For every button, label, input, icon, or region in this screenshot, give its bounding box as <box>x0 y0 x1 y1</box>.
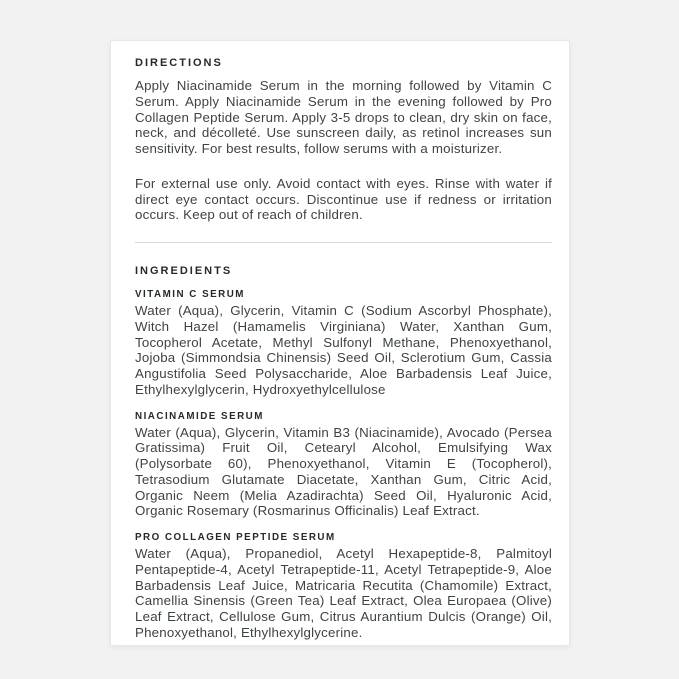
ingredient-group-title: PRO COLLAGEN PEPTIDE SERUM <box>135 532 336 543</box>
ingredient-group-title: VITAMIN C SERUM <box>135 289 245 300</box>
ingredient-group-niacinamide <box>135 411 552 520</box>
directions-section <box>135 57 552 223</box>
ingredient-group-vitamin-c <box>135 289 552 398</box>
directions-heading: DIRECTIONS <box>135 57 223 69</box>
ingredients-heading: INGREDIENTS <box>135 265 233 277</box>
ingredient-group-text: Water (Aqua), Glycerin, Vitamin B3 (Niacinamide), Avocado (Persea Gratissima) Fruit Oil, Cetearyl Alcohol, Emulsifying Wax (Polysorbate 60), Phenoxyethanol, Vitamin E (Tocopherol), Tetrasodium Glutamate Diacetate, Xanthan Gum, Citric Acid, Organic Neem (Melia Azadirachta) Seed Oil, Hyaluronic Acid, Organic Rosemary (Rosmarinus Officinalis) Leaf Extract. <box>135 424 552 519</box>
label-card <box>110 40 570 646</box>
section-divider <box>135 242 552 243</box>
ingredient-group-title: NIACINAMIDE SERUM <box>135 410 264 422</box>
directions-paragraph-warning: For external use only. Avoid contact with eyes. Rinse with water if direct eye contact occurs. Discontinue use if redness or irritation occurs. Keep out of reach of children. <box>135 175 552 223</box>
ingredient-group-pro-collagen <box>135 532 552 641</box>
directions-paragraph-usage: Apply Niacinamide Serum in the morning followed by Vitamin C Serum. Apply Niacinamide Serum in the evening followed by Pro Collagen Peptide Serum. Apply 3-5 drops to clean, dry skin on face, neck, and décolleté. Use sunscreen daily, as retinol increases sun sensitivity. For best results, follow serums with a moisturizer. <box>135 78 552 156</box>
ingredient-group-text: Water (Aqua), Propanediol, Acetyl Hexapeptide-8, Palmitoyl Pentapeptide-4, Acetyl Tetrapeptide-11, Acetyl Tetrapeptide-9, Aloe Barbadensis Leaf Juice, Matricaria Recutita (Chamomile) Extract, Camellia Sinensis (Green Tea) Leaf Extract, Olea Europaea (Olive) Leaf Extract, Cellulose Gum, Citrus Aurantium Dulcis (Orange) Oil, Phenoxyethanol, Ethylhexylglycerine. <box>135 546 552 640</box>
ingredients-section <box>135 265 552 641</box>
ingredient-group-text: Water (Aqua), Glycerin, Vitamin C (Sodium Ascorbyl Phosphate), Witch Hazel (Hamamelis Virginiana) Water, Xanthan Gum, Tocopherol Acetate, Methyl Sulfonyl Methane, Phenoxyethanol, Jojoba (Simmondsia Chinensis) Seed Oil, Sclerotium Gum, Cassia Angustifolia Seed Polysaccharide, Aloe Barbadensis Leaf Juice, Ethylhexylglycerin, Hydroxyethylcellulose <box>135 303 552 397</box>
